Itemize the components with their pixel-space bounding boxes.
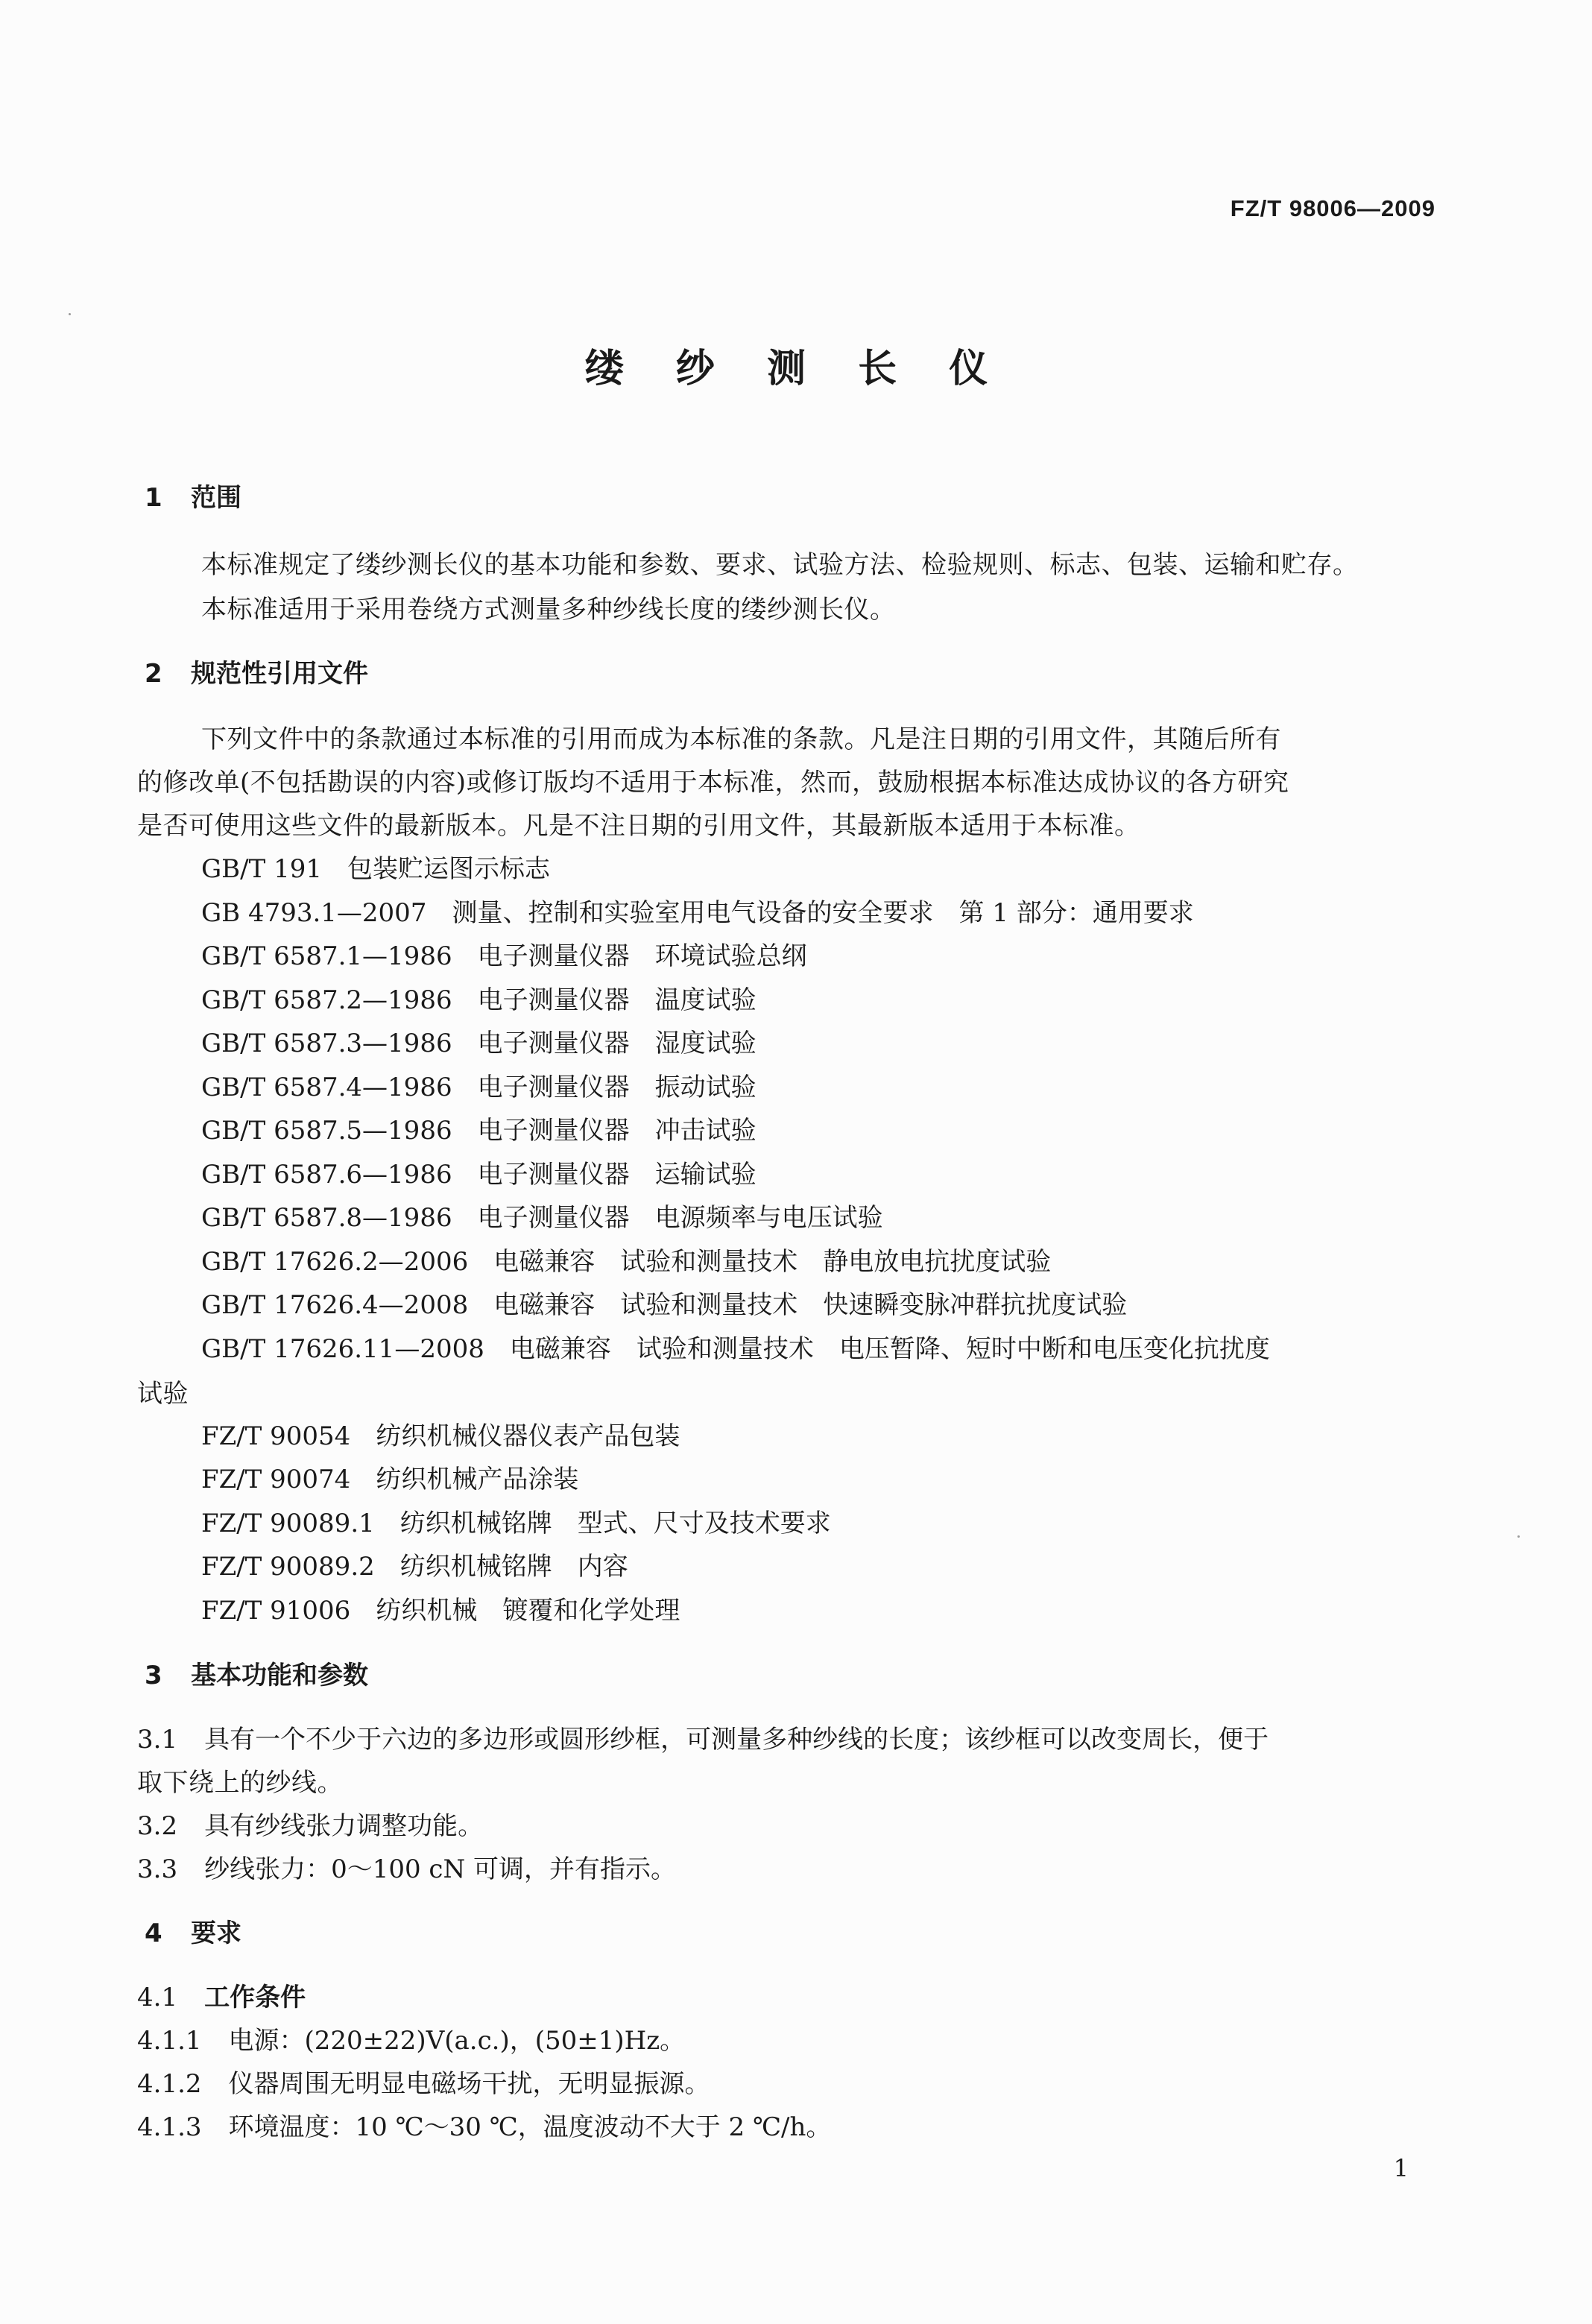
clause-3-3	[137, 1848, 676, 1885]
reference-title: 测量、控制和实验室用电气设备的安全要求 第 1 部分：通用要求	[452, 898, 1194, 928]
reference-code: GB/T 6587.1—1986	[201, 941, 452, 971]
reference-code: FZ/T 90089.1	[201, 1509, 375, 1538]
paragraph: 本标准规定了缕纱测长仪的基本功能和参数、要求、试验方法、检验规则、标志、包装、运输和贮存。	[201, 550, 1359, 580]
reference-code: GB/T 6587.8—1986	[201, 1203, 452, 1233]
paragraph: 本标准适用于采用卷绕方式测量多种纱线长度的缕纱测长仪。	[201, 595, 896, 625]
clause-text: 电源：(220±22)V(a.c.)，(50±1)Hz。	[228, 2026, 686, 2056]
reference-item	[201, 1154, 756, 1190]
section-2-heading	[145, 653, 368, 689]
reference-code: FZ/T 91006	[201, 1596, 351, 1626]
reference-code: GB/T 6587.4—1986	[201, 1073, 452, 1102]
reference-code: GB/T 6587.2—1986	[201, 985, 452, 1015]
reference-title: 纺织机械铭牌 内容	[399, 1552, 628, 1582]
reference-code: GB 4793.1—2007	[201, 898, 427, 928]
document-title: 缕 纱 测 长 仪	[584, 347, 1008, 391]
reference-item	[201, 892, 1194, 929]
reference-title: 纺织机械 镀覆和化学处理	[376, 1596, 680, 1626]
reference-code: FZ/T 90089.2	[201, 1552, 375, 1582]
reference-item	[201, 1546, 628, 1582]
reference-title: 电磁兼容 试验和测量技术 静电放电抗扰度试验	[493, 1247, 1052, 1277]
reference-title: 电子测量仪器 温度试验	[477, 985, 756, 1015]
reference-title: 电子测量仪器 湿度试验	[477, 1029, 756, 1058]
page-number: 1	[1393, 2154, 1409, 2182]
clause-continuation: 取下绕上的纱线。	[137, 1768, 343, 1798]
reference-title: 电磁兼容 试验和测量技术 电压暂降、短时中断和电压变化抗扰度	[509, 1334, 1270, 1364]
reference-title: 电子测量仪器 环境试验总纲	[477, 941, 807, 971]
standard-code: FZ/T 98006—2009	[1230, 195, 1435, 221]
section-1-heading	[145, 477, 241, 514]
reference-code: GB/T 17626.2—2006	[201, 1247, 469, 1277]
subsection-title: 工作条件	[204, 1983, 306, 2012]
reference-code: GB/T 6587.3—1986	[201, 1029, 452, 1058]
subsection-4-1-heading	[137, 1977, 306, 2013]
clause-number: 4.1.2	[137, 2069, 202, 2099]
clause-text: 具有一个不少于六边的多边形或圆形纱框，可测量多种纱线的长度；该纱框可以改变周长，便于	[204, 1725, 1269, 1755]
reference-item	[201, 1023, 756, 1059]
reference-item	[201, 1197, 883, 1234]
paragraph: 是否可使用这些文件的最新版本。凡是不注日期的引用文件，其最新版本适用于本标准。	[137, 811, 1140, 841]
reference-item	[201, 1459, 578, 1495]
reference-item	[201, 979, 756, 1016]
reference-title: 电磁兼容 试验和测量技术 快速瞬变脉冲群抗扰度试验	[493, 1290, 1128, 1320]
reference-title: 纺织机械仪器仪表产品包装	[376, 1421, 680, 1451]
section-title: 规范性引用文件	[191, 659, 368, 689]
section-title: 范围	[191, 483, 241, 513]
reference-code: GB/T 17626.4—2008	[201, 1290, 469, 1320]
paragraph: 的修改单(不包括勘误的内容)或修订版均不适用于本标准，然而，鼓励根据本标准达成协议的各方研究	[137, 768, 1289, 798]
reference-title: 纺织机械铭牌 型式、尺寸及技术要求	[399, 1509, 831, 1538]
reference-title: 纺织机械产品涂装	[376, 1465, 579, 1494]
reference-code: FZ/T 90074	[201, 1465, 351, 1494]
reference-code: GB/T 6587.5—1986	[201, 1116, 452, 1146]
reference-item	[201, 1241, 1051, 1278]
scan-speck	[69, 313, 71, 315]
reference-title: 电子测量仪器 冲击试验	[477, 1116, 756, 1146]
clause-3-1	[137, 1719, 1269, 1755]
reference-item	[201, 1110, 756, 1146]
clause-4-1-2	[137, 2063, 710, 2100]
section-number: 1	[145, 483, 162, 513]
reference-item	[201, 935, 807, 972]
section-title: 基本功能和参数	[191, 1661, 368, 1690]
subsection-number: 4.1	[137, 1983, 178, 2012]
clause-text: 仪器周围无明显电磁场干扰，无明显振源。	[228, 2069, 710, 2099]
clause-text: 环境温度：10 ℃～30 ℃，温度波动不大于 2 ℃/h。	[228, 2112, 832, 2142]
reference-item	[201, 1590, 680, 1626]
reference-title: 包装贮运图示标志	[347, 854, 550, 884]
clause-number: 4.1.3	[137, 2112, 202, 2142]
reference-code: GB/T 6587.6—1986	[201, 1160, 452, 1190]
section-number: 4	[145, 1919, 162, 1948]
reference-item	[201, 1503, 831, 1539]
reference-continuation: 试验	[137, 1379, 189, 1409]
clause-4-1-1	[137, 2020, 685, 2056]
reference-item	[201, 848, 550, 885]
section-number: 3	[145, 1661, 162, 1690]
reference-item	[201, 1328, 1270, 1365]
paragraph: 下列文件中的条款通过本标准的引用而成为本标准的条款。凡是注日期的引用文件，其随后所有	[201, 724, 1281, 754]
clause-number: 3.2	[137, 1811, 178, 1841]
clause-text: 纱线张力：0～100 cN 可调，并有指示。	[204, 1854, 677, 1884]
section-4-heading	[145, 1913, 241, 1949]
reference-code: FZ/T 90054	[201, 1421, 351, 1451]
section-3-heading	[145, 1655, 368, 1691]
clause-number: 3.3	[137, 1854, 178, 1884]
reference-item	[201, 1067, 756, 1103]
reference-code: GB/T 191	[201, 854, 322, 884]
clause-4-1-3	[137, 2106, 831, 2143]
reference-code: GB/T 17626.11—2008	[201, 1334, 484, 1364]
clause-text: 具有纱线张力调整功能。	[204, 1811, 484, 1841]
reference-item	[201, 1415, 680, 1452]
clause-3-2	[137, 1805, 483, 1842]
clause-number: 3.1	[137, 1725, 178, 1755]
clause-number: 4.1.1	[137, 2026, 202, 2056]
reference-title: 电子测量仪器 电源频率与电压试验	[477, 1203, 883, 1233]
scan-speck	[1517, 1535, 1520, 1538]
reference-title: 电子测量仪器 振动试验	[477, 1073, 756, 1102]
reference-title: 电子测量仪器 运输试验	[477, 1160, 756, 1190]
section-number: 2	[145, 659, 162, 689]
reference-item	[201, 1284, 1127, 1321]
section-title: 要求	[191, 1919, 241, 1948]
